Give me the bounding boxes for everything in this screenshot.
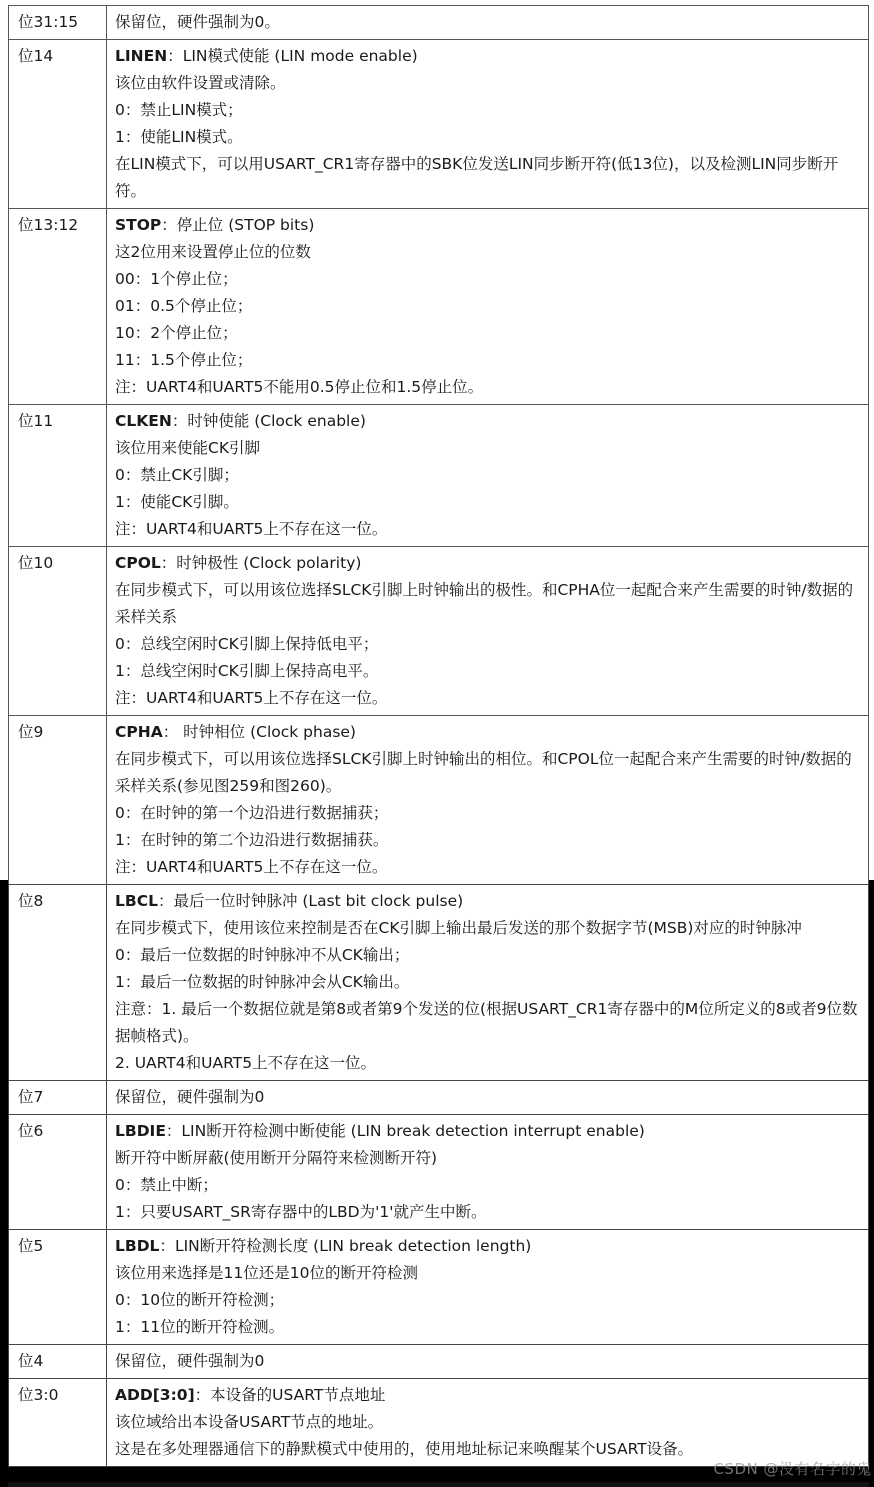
field-name: LINEN	[115, 47, 168, 65]
bit-description	[107, 405, 869, 547]
field-title-text: ：LIN模式使能 (LIN mode enable)	[167, 47, 418, 65]
bit-range: 位6	[9, 1115, 107, 1230]
description-line: 在LIN模式下，可以用USART_CR1寄存器中的SBK位发送LIN同步断开符(低13位)，以及检测LIN同步断开符。	[115, 155, 839, 200]
register-row-31-15	[9, 6, 869, 40]
field-title-text: ：停止位 (STOP bits)	[161, 216, 315, 234]
description-line: 0：最后一位数据的时钟脉冲不从CK输出；	[115, 946, 410, 964]
bit-description	[107, 1230, 869, 1345]
description-line: 这2位用来设置停止位的位数	[115, 243, 311, 261]
bit-description	[107, 1115, 869, 1230]
field-name: LBCL	[115, 892, 158, 910]
bit-description	[107, 716, 869, 885]
description-line: 0：10位的断开符检测；	[115, 1291, 285, 1309]
field-name: LBDIE	[115, 1122, 166, 1140]
register-row-10	[9, 547, 869, 716]
register-row-14	[9, 40, 869, 209]
bit-description	[107, 1345, 869, 1379]
bit-range: 位10	[9, 547, 107, 716]
description-line: 00：1个停止位；	[115, 270, 238, 288]
field-title-text: ：时钟极性 (Clock polarity)	[160, 554, 362, 572]
description-line: 该位用来选择是11位还是10位的断开符检测	[115, 1264, 418, 1282]
bit-description	[107, 209, 869, 405]
description-line: 这是在多处理器通信下的静默模式中使用的，使用地址标记来唤醒某个USART设备。	[115, 1440, 694, 1458]
field-title-text: ：LIN断开符检测长度 (LIN break detection length)	[159, 1237, 532, 1255]
register-table-upper	[8, 5, 869, 885]
field-title	[115, 550, 860, 577]
description-line: 01：0.5个停止位；	[115, 297, 253, 315]
field-title	[115, 1233, 860, 1260]
bit-range: 位5	[9, 1230, 107, 1345]
field-title-text: ：LIN断开符检测中断使能 (LIN break detection interrupt enable)	[165, 1122, 645, 1140]
field-name: CPHA	[115, 723, 163, 741]
description-line: 11：1.5个停止位；	[115, 351, 253, 369]
field-title-text: ：最后一位时钟脉冲 (Last bit clock pulse)	[157, 892, 464, 910]
bit-range: 位8	[9, 885, 107, 1081]
description-line: 在同步模式下，可以用该位选择SLCK引脚上时钟输出的极性。和CPHA位一起配合来产生需要的时钟/数据的采样关系	[115, 581, 854, 626]
field-title	[115, 408, 860, 435]
description-line: 2. UART4和UART5上不存在这一位。	[115, 1054, 377, 1072]
bit-range: 位7	[9, 1081, 107, 1115]
field-title	[115, 719, 860, 746]
description-line: 保留位，硬件强制为0。	[115, 13, 280, 31]
bit-description	[107, 40, 869, 209]
cropped-edge	[8, 1482, 869, 1487]
register-row-5	[9, 1230, 869, 1345]
description-line: 注意：1. 最后一个数据位就是第8或者第9个发送的位(根据USART_CR1寄存器中的M位所定义的8或者9位数据帧格式)。	[115, 1000, 858, 1045]
description-line: 该位用来使能CK引脚	[115, 439, 260, 457]
description-line: 0：禁止CK引脚；	[115, 466, 239, 484]
description-line: 该位由软件设置或清除。	[115, 74, 286, 92]
register-table-lower	[8, 884, 869, 1467]
description-line: 0：在时钟的第一个边沿进行数据捕获；	[115, 804, 389, 822]
description-line: 保留位，硬件强制为0	[115, 1088, 265, 1106]
field-title-text: ：时钟使能 (Clock enable)	[171, 412, 366, 430]
bit-description	[107, 1081, 869, 1115]
bit-range: 位13:12	[9, 209, 107, 405]
description-line: 0：总线空闲时CK引脚上保持低电平；	[115, 635, 379, 653]
bit-range: 位14	[9, 40, 107, 209]
description-line: 10：2个停止位；	[115, 324, 238, 342]
field-title	[115, 212, 860, 239]
description-line: 在同步模式下，可以用该位选择SLCK引脚上时钟输出的相位。和CPOL位一起配合来产生需要的时钟/数据的采样关系(参见图259和图260)。	[115, 750, 852, 795]
description-line: 1：使能LIN模式。	[115, 128, 243, 146]
bit-range: 位3:0	[9, 1379, 107, 1467]
field-name: ADD[3:0]	[115, 1386, 195, 1404]
field-name: CPOL	[115, 554, 161, 572]
field-title-text: ：本设备的USART节点地址	[194, 1386, 386, 1404]
bit-range: 位31:15	[9, 6, 107, 40]
description-line: 该位域给出本设备USART节点的地址。	[115, 1413, 384, 1431]
register-row-8	[9, 885, 869, 1081]
bit-description	[107, 885, 869, 1081]
field-title	[115, 1382, 860, 1409]
description-line: 注：UART4和UART5不能用0.5停止位和1.5停止位。	[115, 378, 484, 396]
description-line: 注：UART4和UART5上不存在这一位。	[115, 689, 388, 707]
description-line: 1：11位的断开符检测。	[115, 1318, 285, 1336]
field-title	[115, 888, 860, 915]
field-title	[115, 1118, 860, 1145]
description-line: 1：总线空闲时CK引脚上保持高电平。	[115, 662, 379, 680]
register-row-13-12	[9, 209, 869, 405]
bit-description	[107, 6, 869, 40]
bit-description	[107, 547, 869, 716]
bit-range: 位9	[9, 716, 107, 885]
description-line: 在同步模式下，使用该位来控制是否在CK引脚上输出最后发送的那个数据字节(MSB)对应的时钟脉冲	[115, 919, 802, 937]
bit-description	[107, 1379, 869, 1467]
bit-range: 位4	[9, 1345, 107, 1379]
register-row-7	[9, 1081, 869, 1115]
register-row-6	[9, 1115, 869, 1230]
description-line: 断开符中断屏蔽(使用断开分隔符来检测断开符)	[115, 1149, 438, 1167]
register-row-4	[9, 1345, 869, 1379]
description-line: 保留位，硬件强制为0	[115, 1352, 265, 1370]
description-line: 1：最后一位数据的时钟脉冲会从CK输出。	[115, 973, 410, 991]
field-name: CLKEN	[115, 412, 172, 430]
register-row-9	[9, 716, 869, 885]
description-line: 0：禁止LIN模式；	[115, 101, 243, 119]
bit-range: 位11	[9, 405, 107, 547]
watermark: CSDN @没有名字的鬼	[713, 1460, 872, 1478]
description-line: 1：只要USART_SR寄存器中的LBD为'1'就产生中断。	[115, 1203, 487, 1221]
field-name: STOP	[115, 216, 162, 234]
register-row-11	[9, 405, 869, 547]
description-line: 注：UART4和UART5上不存在这一位。	[115, 858, 388, 876]
field-name: LBDL	[115, 1237, 160, 1255]
description-line: 注：UART4和UART5上不存在这一位。	[115, 520, 388, 538]
field-title-text: ： 时钟相位 (Clock phase)	[162, 723, 356, 741]
description-line: 1：在时钟的第二个边沿进行数据捕获。	[115, 831, 389, 849]
description-line: 1：使能CK引脚。	[115, 493, 239, 511]
field-title	[115, 43, 860, 70]
register-row-3-0	[9, 1379, 869, 1467]
description-line: 0：禁止中断；	[115, 1176, 218, 1194]
